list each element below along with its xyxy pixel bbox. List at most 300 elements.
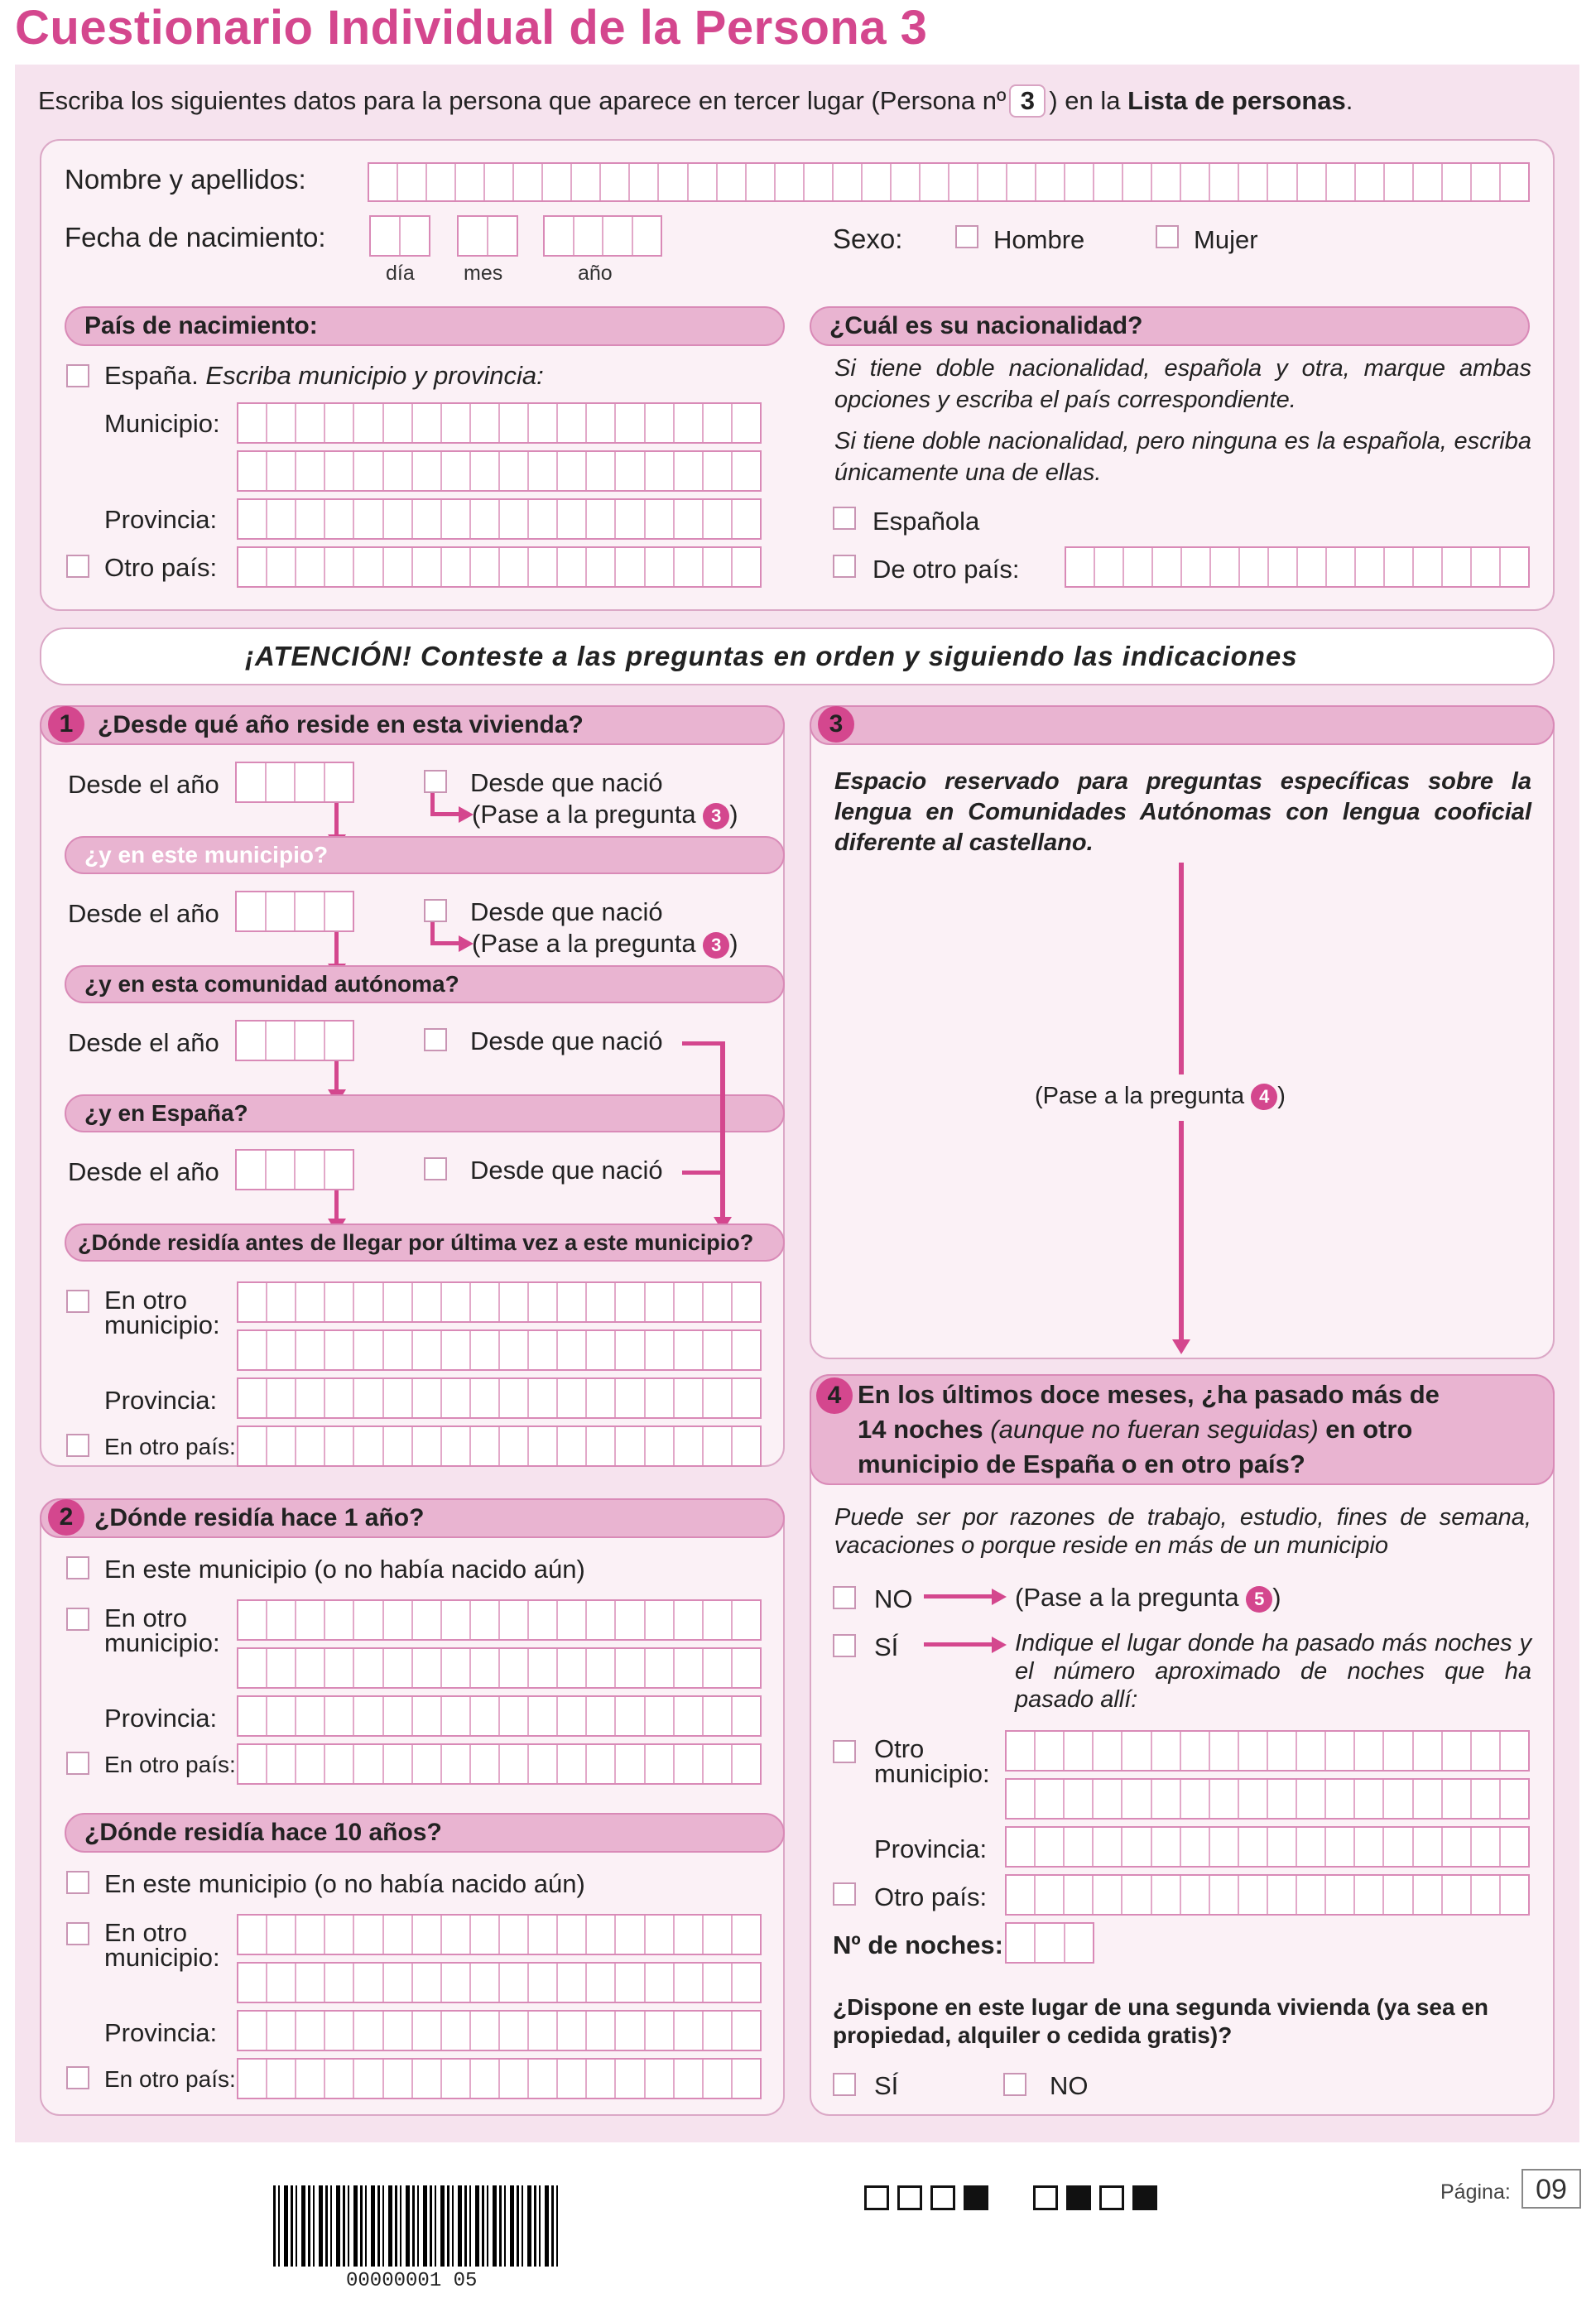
input-cell[interactable] [587, 548, 616, 586]
input-cell[interactable] [354, 1379, 383, 1417]
input-cell[interactable] [704, 1331, 733, 1369]
input-cell[interactable] [1094, 1732, 1122, 1770]
input-cell[interactable] [267, 892, 296, 930]
input-cell[interactable] [1356, 164, 1385, 200]
q2-other-municipality-checkbox[interactable] [66, 1608, 89, 1631]
input-cell[interactable] [296, 1379, 325, 1417]
input-cell[interactable] [296, 1649, 325, 1687]
input-cell[interactable] [325, 548, 354, 586]
input-cell[interactable] [267, 1601, 296, 1639]
input-cell[interactable] [616, 1331, 645, 1369]
birth-day-input[interactable] [369, 215, 430, 257]
input-cell[interactable] [471, 1427, 500, 1465]
input-cell[interactable] [646, 404, 675, 442]
input-cell[interactable] [296, 500, 325, 538]
input-cell[interactable] [325, 1151, 353, 1189]
input-cell[interactable] [558, 1916, 587, 1954]
input-cell[interactable] [733, 1331, 760, 1369]
input-cell[interactable] [529, 2012, 558, 2050]
input-cell[interactable] [646, 1427, 675, 1465]
input-cell[interactable] [459, 217, 488, 255]
input-cell[interactable] [558, 1331, 587, 1369]
input-cell[interactable] [471, 1964, 500, 2002]
input-cell[interactable] [442, 1379, 471, 1417]
input-cell[interactable] [1122, 1876, 1151, 1914]
input-cell[interactable] [384, 1916, 413, 1954]
input-cell[interactable] [354, 2060, 383, 2098]
input-cell[interactable] [587, 1916, 616, 1954]
input-cell[interactable] [384, 2012, 413, 2050]
q2b-other-municipality-checkbox[interactable] [66, 1922, 89, 1945]
input-cell[interactable] [1036, 1828, 1065, 1866]
input-cell[interactable] [616, 1697, 645, 1735]
input-cell[interactable] [1326, 1876, 1355, 1914]
input-cell[interactable] [488, 217, 517, 255]
input-cell[interactable] [529, 500, 558, 538]
input-cell[interactable] [587, 1601, 616, 1639]
input-cell[interactable] [1065, 1924, 1093, 1962]
input-cell[interactable] [1123, 164, 1152, 200]
input-cell[interactable] [1181, 1828, 1210, 1866]
input-cell[interactable] [238, 1649, 267, 1687]
input-cell[interactable] [675, 1916, 704, 1954]
input-cell[interactable] [603, 217, 633, 255]
input-cell[interactable] [325, 1649, 354, 1687]
q2-municipality-input-1[interactable] [237, 1599, 762, 1641]
input-cell[interactable] [1443, 164, 1472, 200]
birth-other-country-checkbox[interactable] [66, 555, 89, 578]
input-cell[interactable] [1443, 1780, 1472, 1818]
input-cell[interactable] [675, 1601, 704, 1639]
input-cell[interactable] [863, 164, 892, 200]
input-cell[interactable] [238, 404, 267, 442]
input-cell[interactable] [1007, 1924, 1036, 1962]
male-checkbox[interactable] [955, 225, 978, 248]
input-cell[interactable] [587, 1964, 616, 2002]
input-cell[interactable] [267, 1283, 296, 1321]
input-cell[interactable] [1036, 164, 1065, 200]
input-cell[interactable] [267, 2012, 296, 2050]
input-cell[interactable] [384, 1697, 413, 1735]
input-cell[interactable] [1152, 1732, 1181, 1770]
input-cell[interactable] [1384, 1732, 1413, 1770]
input-cell[interactable] [675, 2012, 704, 2050]
input-cell[interactable] [267, 1022, 296, 1060]
input-cell[interactable] [733, 2060, 760, 2098]
input-cell[interactable] [558, 1379, 587, 1417]
input-cell[interactable] [471, 548, 500, 586]
input-cell[interactable] [500, 1964, 529, 2002]
input-cell[interactable] [1036, 1780, 1065, 1818]
input-cell[interactable] [1355, 1780, 1384, 1818]
input-cell[interactable] [616, 1379, 645, 1417]
input-cell[interactable] [1472, 1780, 1501, 1818]
input-cell[interactable] [354, 2012, 383, 2050]
input-cell[interactable] [558, 1283, 587, 1321]
input-cell[interactable] [616, 2060, 645, 2098]
input-cell[interactable] [1094, 1780, 1122, 1818]
input-cell[interactable] [529, 1601, 558, 1639]
input-cell[interactable] [413, 2012, 442, 2050]
input-cell[interactable] [1122, 1828, 1151, 1866]
input-cell[interactable] [646, 1964, 675, 2002]
input-cell[interactable] [354, 1745, 383, 1783]
birth-municipality-input-1[interactable] [237, 402, 762, 444]
q1-since-birth-checkbox-1[interactable] [424, 770, 447, 793]
input-cell[interactable] [296, 1601, 325, 1639]
input-cell[interactable] [733, 1649, 760, 1687]
input-cell[interactable] [675, 1379, 704, 1417]
input-cell[interactable] [296, 1331, 325, 1369]
input-cell[interactable] [558, 1649, 587, 1687]
q1-year-input-3[interactable] [235, 1020, 354, 1061]
input-cell[interactable] [237, 1151, 267, 1189]
spain-checkbox[interactable] [66, 364, 89, 387]
input-cell[interactable] [296, 1697, 325, 1735]
input-cell[interactable] [500, 452, 529, 490]
input-cell[interactable] [500, 548, 529, 586]
input-cell[interactable] [296, 1916, 325, 1954]
input-cell[interactable] [471, 1601, 500, 1639]
input-cell[interactable] [325, 1331, 354, 1369]
input-cell[interactable] [1152, 1876, 1181, 1914]
input-cell[interactable] [1007, 1876, 1036, 1914]
input-cell[interactable] [471, 1916, 500, 1954]
input-cell[interactable] [587, 1379, 616, 1417]
input-cell[interactable] [675, 404, 704, 442]
input-cell[interactable] [267, 1964, 296, 2002]
input-cell[interactable] [733, 500, 760, 538]
input-cell[interactable] [325, 1022, 353, 1060]
input-cell[interactable] [646, 1379, 675, 1417]
input-cell[interactable] [704, 1427, 733, 1465]
input-cell[interactable] [325, 1964, 354, 2002]
input-cell[interactable] [500, 1283, 529, 1321]
input-cell[interactable] [369, 164, 398, 200]
birth-other-country-input[interactable] [237, 546, 762, 588]
input-cell[interactable] [238, 1964, 267, 2002]
input-cell[interactable] [267, 1745, 296, 1783]
q1-since-birth-checkbox-3[interactable] [424, 1028, 447, 1051]
input-cell[interactable] [558, 500, 587, 538]
input-cell[interactable] [733, 548, 760, 586]
q4-other-country-checkbox[interactable] [833, 1882, 856, 1906]
input-cell[interactable] [733, 452, 760, 490]
input-cell[interactable] [733, 404, 760, 442]
input-cell[interactable] [267, 548, 296, 586]
input-cell[interactable] [616, 1283, 645, 1321]
input-cell[interactable] [238, 548, 267, 586]
input-cell[interactable] [325, 892, 353, 930]
input-cell[interactable] [1122, 1732, 1151, 1770]
input-cell[interactable] [1414, 164, 1443, 200]
input-cell[interactable] [500, 500, 529, 538]
input-cell[interactable] [529, 2060, 558, 2098]
input-cell[interactable] [354, 1649, 383, 1687]
input-cell[interactable] [1007, 1780, 1036, 1818]
input-cell[interactable] [1152, 164, 1181, 200]
input-cell[interactable] [413, 1964, 442, 2002]
input-cell[interactable] [471, 1745, 500, 1783]
input-cell[interactable] [587, 404, 616, 442]
input-cell[interactable] [646, 2012, 675, 2050]
input-cell[interactable] [413, 1745, 442, 1783]
input-cell[interactable] [354, 404, 383, 442]
input-cell[interactable] [442, 1745, 471, 1783]
input-cell[interactable] [747, 164, 776, 200]
input-cell[interactable] [384, 500, 413, 538]
input-cell[interactable] [949, 164, 978, 200]
input-cell[interactable] [238, 452, 267, 490]
input-cell[interactable] [1501, 1732, 1528, 1770]
input-cell[interactable] [238, 1283, 267, 1321]
input-cell[interactable] [296, 1283, 325, 1321]
input-cell[interactable] [675, 1649, 704, 1687]
input-cell[interactable] [471, 2012, 500, 2050]
input-cell[interactable] [529, 1331, 558, 1369]
input-cell[interactable] [401, 217, 429, 255]
input-cell[interactable] [704, 2012, 733, 2050]
input-cell[interactable] [1181, 164, 1210, 200]
q1-year-input-2[interactable] [235, 891, 354, 932]
input-cell[interactable] [238, 1379, 267, 1417]
input-cell[interactable] [296, 1151, 325, 1189]
q1-municipality-input-1[interactable] [237, 1281, 762, 1323]
q4-province-input[interactable] [1005, 1826, 1530, 1868]
input-cell[interactable] [442, 1283, 471, 1321]
input-cell[interactable] [384, 452, 413, 490]
input-cell[interactable] [529, 452, 558, 490]
q1-other-country-checkbox[interactable] [66, 1434, 89, 1457]
input-cell[interactable] [704, 1964, 733, 2002]
input-cell[interactable] [296, 2060, 325, 2098]
input-cell[interactable] [529, 1379, 558, 1417]
input-cell[interactable] [384, 1601, 413, 1639]
input-cell[interactable] [892, 164, 921, 200]
input-cell[interactable] [704, 404, 733, 442]
input-cell[interactable] [384, 548, 413, 586]
input-cell[interactable] [545, 217, 574, 255]
input-cell[interactable] [675, 1745, 704, 1783]
input-cell[interactable] [587, 500, 616, 538]
input-cell[interactable] [442, 404, 471, 442]
input-cell[interactable] [616, 1964, 645, 2002]
input-cell[interactable] [267, 452, 296, 490]
input-cell[interactable] [646, 1649, 675, 1687]
input-cell[interactable] [529, 404, 558, 442]
birth-municipality-input-2[interactable] [237, 450, 762, 492]
other-nationality-checkbox[interactable] [833, 555, 856, 578]
input-cell[interactable] [514, 164, 543, 200]
input-cell[interactable] [296, 1427, 325, 1465]
input-cell[interactable] [558, 452, 587, 490]
input-cell[interactable] [354, 1697, 383, 1735]
input-cell[interactable] [1210, 1828, 1239, 1866]
input-cell[interactable] [558, 1745, 587, 1783]
q4-municipality-input-2[interactable] [1005, 1778, 1530, 1820]
input-cell[interactable] [500, 1649, 529, 1687]
input-cell[interactable] [354, 452, 383, 490]
input-cell[interactable] [500, 2012, 529, 2050]
q2-province-input[interactable] [237, 1695, 762, 1737]
input-cell[interactable] [1153, 548, 1182, 586]
input-cell[interactable] [413, 1427, 442, 1465]
input-cell[interactable] [616, 500, 645, 538]
input-cell[interactable] [500, 1427, 529, 1465]
input-cell[interactable] [267, 1649, 296, 1687]
input-cell[interactable] [325, 1379, 354, 1417]
input-cell[interactable] [805, 164, 834, 200]
input-cell[interactable] [442, 1964, 471, 2002]
input-cell[interactable] [442, 1649, 471, 1687]
name-input-grid[interactable] [368, 162, 1530, 202]
input-cell[interactable] [529, 1649, 558, 1687]
input-cell[interactable] [572, 164, 601, 200]
input-cell[interactable] [1326, 1732, 1355, 1770]
input-cell[interactable] [1297, 1876, 1326, 1914]
input-cell[interactable] [558, 2012, 587, 2050]
input-cell[interactable] [427, 164, 456, 200]
input-cell[interactable] [1472, 164, 1501, 200]
input-cell[interactable] [543, 164, 572, 200]
input-cell[interactable] [1355, 1828, 1384, 1866]
input-cell[interactable] [733, 2012, 760, 2050]
input-cell[interactable] [354, 1916, 383, 1954]
input-cell[interactable] [1326, 1828, 1355, 1866]
input-cell[interactable] [456, 164, 485, 200]
input-cell[interactable] [471, 404, 500, 442]
input-cell[interactable] [238, 1916, 267, 1954]
input-cell[interactable] [371, 217, 401, 255]
q2-this-municipality-checkbox[interactable] [66, 1556, 89, 1579]
input-cell[interactable] [704, 1745, 733, 1783]
input-cell[interactable] [659, 164, 688, 200]
input-cell[interactable] [413, 452, 442, 490]
input-cell[interactable] [675, 452, 704, 490]
input-cell[interactable] [1094, 164, 1123, 200]
input-cell[interactable] [413, 1379, 442, 1417]
input-cell[interactable] [529, 1283, 558, 1321]
input-cell[interactable] [1355, 1732, 1384, 1770]
input-cell[interactable] [296, 763, 325, 801]
input-cell[interactable] [834, 164, 863, 200]
q2b-province-input[interactable] [237, 2010, 762, 2051]
input-cell[interactable] [325, 1427, 354, 1465]
input-cell[interactable] [1239, 1732, 1268, 1770]
input-cell[interactable] [238, 1331, 267, 1369]
input-cell[interactable] [500, 1601, 529, 1639]
input-cell[interactable] [558, 1601, 587, 1639]
input-cell[interactable] [267, 500, 296, 538]
input-cell[interactable] [413, 1697, 442, 1735]
input-cell[interactable] [500, 1379, 529, 1417]
input-cell[interactable] [471, 1331, 500, 1369]
input-cell[interactable] [1297, 1732, 1326, 1770]
q2b-municipality-input-2[interactable] [237, 1962, 762, 2003]
birth-year-input[interactable] [543, 215, 662, 257]
input-cell[interactable] [733, 1745, 760, 1783]
input-cell[interactable] [413, 548, 442, 586]
input-cell[interactable] [1065, 1828, 1094, 1866]
input-cell[interactable] [1152, 1828, 1181, 1866]
input-cell[interactable] [267, 404, 296, 442]
q1-since-birth-checkbox-4[interactable] [424, 1157, 447, 1180]
input-cell[interactable] [704, 1916, 733, 1954]
input-cell[interactable] [237, 763, 267, 801]
q4-yes-checkbox[interactable] [833, 1634, 856, 1657]
input-cell[interactable] [325, 500, 354, 538]
input-cell[interactable] [733, 1697, 760, 1735]
input-cell[interactable] [325, 1283, 354, 1321]
input-cell[interactable] [238, 2012, 267, 2050]
input-cell[interactable] [1472, 1876, 1501, 1914]
input-cell[interactable] [471, 1697, 500, 1735]
q1-other-municipality-checkbox[interactable] [66, 1290, 89, 1313]
input-cell[interactable] [704, 1601, 733, 1639]
input-cell[interactable] [921, 164, 949, 200]
input-cell[interactable] [574, 217, 604, 255]
input-cell[interactable] [733, 1283, 760, 1321]
input-cell[interactable] [384, 1649, 413, 1687]
input-cell[interactable] [1268, 1876, 1297, 1914]
input-cell[interactable] [616, 1916, 645, 1954]
input-cell[interactable] [238, 2060, 267, 2098]
input-cell[interactable] [1065, 1780, 1094, 1818]
input-cell[interactable] [1327, 164, 1356, 200]
input-cell[interactable] [1472, 548, 1501, 586]
input-cell[interactable] [1443, 548, 1472, 586]
input-cell[interactable] [442, 500, 471, 538]
input-cell[interactable] [587, 1283, 616, 1321]
input-cell[interactable] [704, 548, 733, 586]
input-cell[interactable] [1385, 548, 1414, 586]
input-cell[interactable] [529, 1745, 558, 1783]
input-cell[interactable] [704, 1379, 733, 1417]
input-cell[interactable] [704, 500, 733, 538]
q1-province-input[interactable] [237, 1377, 762, 1419]
input-cell[interactable] [718, 164, 747, 200]
input-cell[interactable] [471, 2060, 500, 2098]
input-cell[interactable] [413, 1916, 442, 1954]
other-nationality-input[interactable] [1065, 546, 1530, 588]
q2-other-country-input[interactable] [237, 1743, 762, 1785]
input-cell[interactable] [1414, 1876, 1443, 1914]
input-cell[interactable] [1036, 1924, 1065, 1962]
input-cell[interactable] [471, 1379, 500, 1417]
input-cell[interactable] [587, 1427, 616, 1465]
input-cell[interactable] [413, 1283, 442, 1321]
input-cell[interactable] [1268, 1828, 1297, 1866]
input-cell[interactable] [500, 404, 529, 442]
input-cell[interactable] [485, 164, 514, 200]
input-cell[interactable] [354, 500, 383, 538]
input-cell[interactable] [558, 2060, 587, 2098]
input-cell[interactable] [384, 1379, 413, 1417]
input-cell[interactable] [500, 1916, 529, 1954]
input-cell[interactable] [1065, 1732, 1094, 1770]
input-cell[interactable] [267, 1379, 296, 1417]
input-cell[interactable] [471, 1283, 500, 1321]
input-cell[interactable] [646, 1916, 675, 1954]
input-cell[interactable] [1327, 548, 1356, 586]
input-cell[interactable] [325, 1601, 354, 1639]
input-cell[interactable] [267, 1697, 296, 1735]
input-cell[interactable] [325, 1745, 354, 1783]
input-cell[interactable] [1501, 1876, 1528, 1914]
input-cell[interactable] [587, 2012, 616, 2050]
input-cell[interactable] [587, 1697, 616, 1735]
input-cell[interactable] [704, 1697, 733, 1735]
